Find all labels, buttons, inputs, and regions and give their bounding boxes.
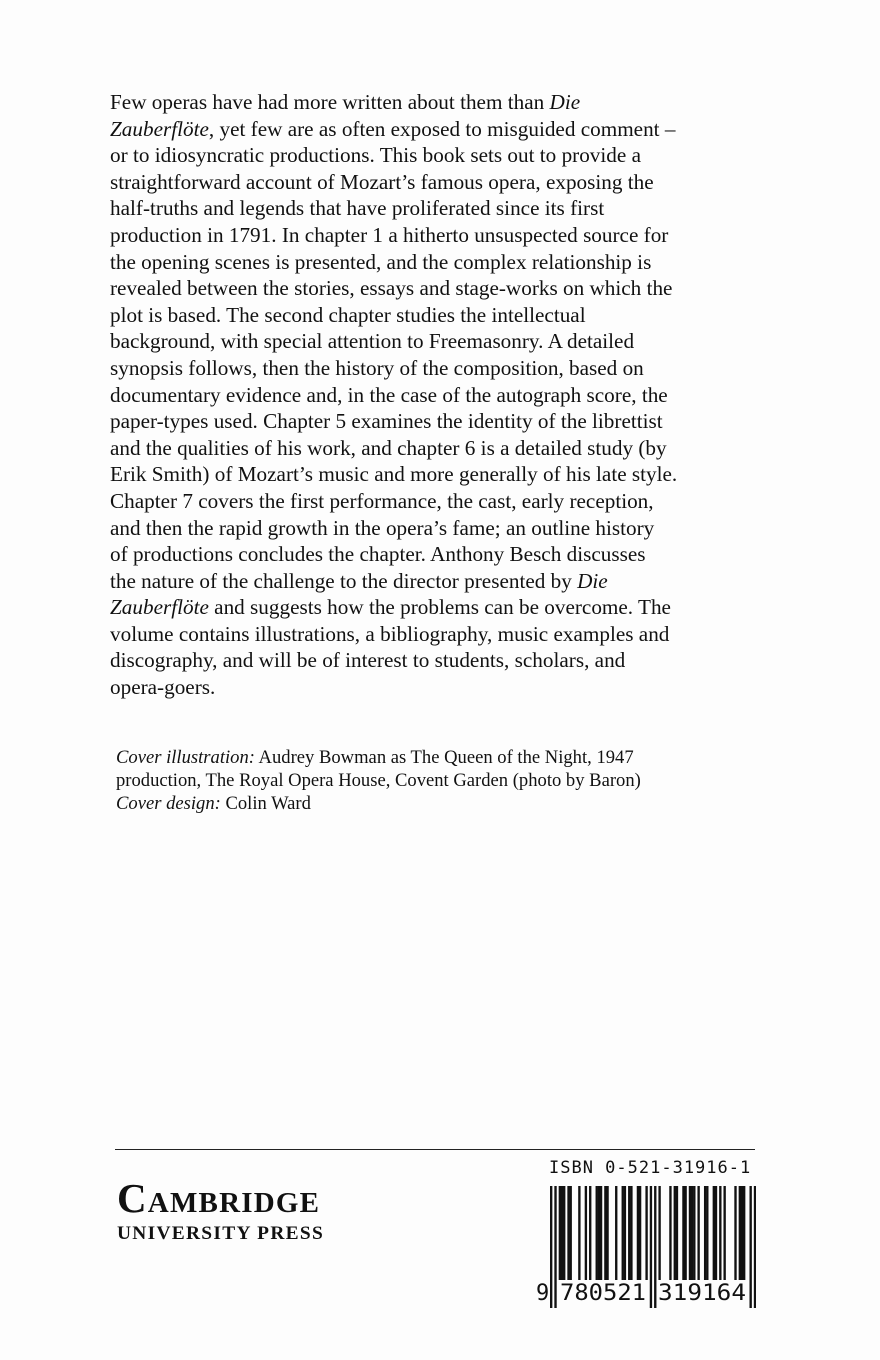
description-line [110, 249, 770, 276]
book-description [110, 89, 770, 701]
barcode-bar [600, 1186, 602, 1280]
text-segment: plot is based. The second chapter studies the intellectual [110, 302, 586, 327]
barcode-bar [689, 1186, 691, 1280]
barcode-bar [639, 1186, 641, 1280]
barcode-bar [589, 1186, 591, 1280]
barcode-bar [697, 1186, 699, 1280]
barcode-bar [669, 1186, 671, 1280]
text-segment: opera-goers. [110, 675, 216, 700]
description-line [110, 594, 770, 621]
barcode-bar [604, 1186, 606, 1280]
barcode-bar [624, 1186, 626, 1280]
barcode-bar [713, 1186, 715, 1280]
cover-design-value: Colin Ward [220, 793, 311, 814]
text-segment: Few operas have had more written about them than [110, 90, 550, 114]
text-segment: of productions concludes the chapter. Anthony Besch discusses [110, 542, 646, 567]
description-line [110, 541, 770, 568]
publisher-logo [117, 1175, 325, 1245]
text-segment: background, with special attention to Freemasonry. A detailed [110, 329, 635, 354]
description-line [110, 89, 770, 116]
barcode-bar [719, 1186, 721, 1280]
description-line [110, 355, 770, 382]
text-segment: synopsis follows, then the history of the composition, based on [110, 355, 644, 380]
barcode-bar [628, 1186, 630, 1280]
description-line [110, 169, 770, 196]
cover-illustration-text-1: Audrey Bowman as The Queen of the Night, 1947 [254, 747, 634, 768]
barcode-bar [615, 1186, 617, 1280]
text-segment: Chapter 7 covers the first performance, the cast, early reception, [110, 488, 654, 513]
text-segment: the opening scenes is presented, and the complex relationship is [110, 249, 652, 274]
description-line [110, 647, 770, 674]
barcode-bar [739, 1186, 741, 1280]
description-line [110, 435, 770, 462]
barcode-first-digit: 9 [536, 1281, 550, 1306]
barcode-left-digits: 780521 [560, 1281, 646, 1306]
description-line [110, 116, 770, 143]
barcode-bar [682, 1186, 684, 1280]
text-segment: straightforward account of Mozart’s famous opera, exposing the [110, 169, 654, 194]
barcode-bar [715, 1186, 717, 1280]
barcode-bar [585, 1186, 587, 1280]
footer-divider [115, 1149, 755, 1150]
text-segment: production in 1791. In chapter 1 a hitherto unsuspected source for [110, 222, 669, 247]
italic-title: Zauberflöte [110, 116, 209, 141]
barcode-bar [578, 1186, 580, 1280]
cover-illustration-label: Cover illustration: [116, 747, 255, 768]
publisher-name: Cambridge [117, 1175, 321, 1221]
cover-design-label: Cover design: [116, 793, 221, 814]
description-line [110, 568, 770, 595]
cover-design-credit [116, 792, 776, 815]
text-segment: the nature of the challenge to the director presented by [110, 568, 578, 593]
text-segment: or to idiosyncratic productions. This book sets out to provide a [110, 143, 641, 168]
description-line [110, 621, 770, 648]
text-segment: discography, and will be of interest to students, scholars, and [110, 648, 626, 673]
publisher-subtitle: UNIVERSITY PRESS [117, 1223, 325, 1244]
barcode-bar [606, 1186, 608, 1280]
barcode-bar [570, 1186, 572, 1280]
cover-illustration-text-2: production, The Royal Opera House, Covent Garden (photo by Baron) [116, 770, 641, 791]
text-segment: paper-types used. Chapter 5 examines the identity of the librettist [110, 409, 663, 434]
isbn-label: ISBN 0-521-31916-1 [549, 1158, 752, 1178]
description-line [110, 408, 770, 435]
barcode-bar [559, 1186, 561, 1280]
description-line [110, 222, 770, 249]
text-segment: and the qualities of his work, and chapter 6 is a detailed study (by [110, 435, 667, 460]
barcode-bar [658, 1186, 660, 1280]
text-segment: volume contains illustrations, a bibliography, music examples and [110, 621, 670, 646]
description-line [110, 142, 770, 169]
barcode-bar [684, 1186, 686, 1280]
text-segment: Erik Smith) of Mozart’s music and more generally of his late style. [110, 462, 678, 487]
cover-credits [116, 746, 776, 815]
description-line [110, 328, 770, 355]
barcode-bar [741, 1186, 743, 1280]
barcode-bar [734, 1186, 736, 1280]
description-line [110, 461, 770, 488]
text-segment: revealed between the stories, essays and stage-works on which the [110, 276, 673, 301]
description-line [110, 302, 770, 329]
description-line [110, 674, 770, 701]
barcode-digits [530, 1280, 760, 1306]
barcode-bar [598, 1186, 600, 1280]
barcode-bar [645, 1186, 647, 1280]
barcode-bar [674, 1186, 676, 1280]
description-line [110, 382, 770, 409]
barcode-bar [630, 1186, 632, 1280]
barcode-right-digits: 319164 [658, 1281, 746, 1306]
barcode-bar [723, 1186, 725, 1280]
italic-title: Zauberflöte [110, 595, 209, 620]
barcode-bar [676, 1186, 678, 1280]
description-line [110, 515, 770, 542]
barcode-bar [622, 1186, 624, 1280]
text-segment: , yet few are as often exposed to misguided comment – [208, 116, 676, 141]
barcode-bar [693, 1186, 695, 1280]
description-line [110, 195, 770, 222]
barcode-bar [706, 1186, 708, 1280]
text-segment: and then the rapid growth in the opera’s fame; an outline history [110, 515, 655, 540]
text-segment: and suggests how the problems can be overcome. The [208, 595, 671, 620]
description-line [110, 275, 770, 302]
text-segment: documentary evidence and, in the case of the autograph score, the [110, 382, 668, 407]
description-line [110, 488, 770, 515]
barcode-bar [561, 1186, 563, 1280]
barcode-bar [637, 1186, 639, 1280]
barcode-bar [743, 1186, 745, 1280]
barcode-bar [567, 1186, 569, 1280]
barcode-bar [704, 1186, 706, 1280]
barcode-bar [596, 1186, 598, 1280]
barcode-bar [691, 1186, 693, 1280]
description-paragraph [110, 89, 770, 701]
text-segment: half-truths and legends that have proliferated since its first [110, 196, 605, 221]
cover-illustration-credit [116, 746, 776, 769]
barcode-bar [563, 1186, 565, 1280]
italic-title: Die [577, 568, 608, 593]
italic-title: Die [549, 90, 581, 114]
